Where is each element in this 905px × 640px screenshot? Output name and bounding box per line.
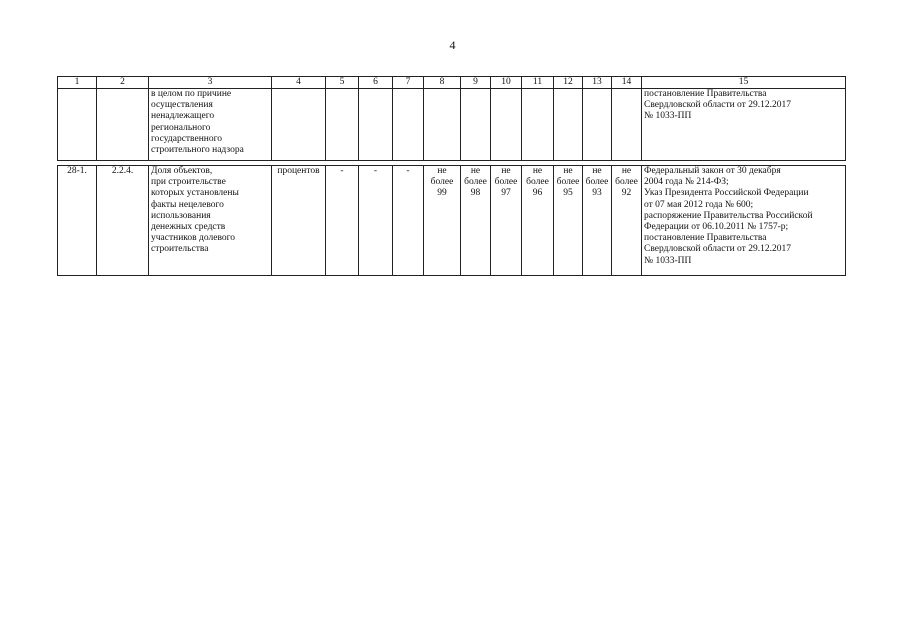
text-line: осуществления bbox=[151, 100, 213, 111]
value-number: 95 bbox=[563, 188, 573, 199]
header-cell: 5 bbox=[326, 77, 359, 89]
page-number: 4 bbox=[449, 38, 456, 52]
value-prefix: не bbox=[437, 166, 447, 176]
text-line: государственного bbox=[151, 133, 223, 144]
cell-value: - bbox=[326, 166, 359, 276]
table-row-28-1 bbox=[58, 166, 846, 276]
value-prefix: более bbox=[494, 177, 518, 188]
header-cell: 7 bbox=[393, 77, 424, 89]
cell-value bbox=[326, 89, 359, 161]
cell-indicator-name bbox=[149, 89, 272, 161]
value-number: 93 bbox=[592, 188, 602, 199]
cell-unit: процентов bbox=[272, 166, 326, 276]
header-cell: 8 bbox=[424, 77, 461, 89]
text-line: Федеральный закон от 30 декабря bbox=[644, 166, 781, 176]
value-number: 99 bbox=[437, 188, 447, 199]
value-prefix: не bbox=[470, 166, 481, 176]
table-row-continued bbox=[58, 89, 846, 161]
cell-value bbox=[612, 166, 642, 276]
text-line: постановление Правительства bbox=[644, 89, 767, 99]
text-line: Свердловской области от 29.12.2017 bbox=[644, 244, 791, 255]
text-line: факты нецелевого bbox=[151, 199, 224, 210]
cell-value bbox=[522, 89, 554, 161]
cell-value bbox=[359, 89, 393, 161]
cell-index bbox=[58, 89, 97, 161]
value-prefix: более bbox=[526, 177, 549, 188]
indicators-table bbox=[57, 76, 846, 276]
cell-value bbox=[424, 89, 461, 161]
value-number: 97 bbox=[501, 188, 511, 199]
cell-index: 28-1. bbox=[58, 166, 97, 276]
text-line: № 1033-ПП bbox=[644, 111, 692, 122]
text-line: участников долевого bbox=[151, 233, 236, 244]
text-line: распоряжение Правительства Российской bbox=[644, 210, 813, 221]
value-prefix: не bbox=[532, 166, 543, 176]
cell-legal-basis bbox=[642, 166, 846, 276]
header-cell: 2 bbox=[97, 77, 149, 89]
text-line: № 1033-ПП bbox=[644, 255, 692, 266]
header-cell: 4 bbox=[272, 77, 326, 89]
cell-code bbox=[97, 89, 149, 161]
text-line: от 07 мая 2012 года № 600; bbox=[644, 199, 754, 210]
text-line: Свердловской области от 29.12.2017 bbox=[644, 100, 791, 111]
cell-value bbox=[583, 89, 612, 161]
value-prefix: более bbox=[615, 177, 638, 188]
table-header-row bbox=[58, 77, 846, 89]
text-line: денежных средств bbox=[151, 222, 226, 233]
text-line: которых установлены bbox=[151, 188, 239, 199]
header-cell: 3 bbox=[149, 77, 272, 89]
value-number: 96 bbox=[532, 188, 543, 199]
value-prefix: не bbox=[501, 166, 511, 176]
cell-value bbox=[491, 166, 522, 276]
header-cell: 13 bbox=[583, 77, 612, 89]
header-cell: 12 bbox=[554, 77, 583, 89]
text-line: при строительстве bbox=[151, 177, 226, 188]
text-line: Указ Президента Российской Федерации bbox=[644, 188, 809, 199]
value-prefix: не bbox=[563, 166, 573, 176]
text-line: регионального bbox=[151, 122, 211, 133]
cell-value bbox=[393, 89, 424, 161]
cell-legal-basis bbox=[642, 89, 846, 161]
cell-value: - bbox=[359, 166, 393, 276]
value-prefix: не bbox=[592, 166, 602, 176]
header-cell: 15 bbox=[642, 77, 846, 89]
text-line: строительного надзора bbox=[151, 145, 244, 156]
text-line: постановление Правительства bbox=[644, 233, 767, 244]
value-prefix: более bbox=[585, 177, 609, 188]
text-line: ненадлежащего bbox=[151, 111, 215, 122]
cell-unit bbox=[272, 89, 326, 161]
cell-value bbox=[554, 89, 583, 161]
value-prefix: более bbox=[464, 177, 487, 188]
cell-value bbox=[583, 166, 612, 276]
cell-value bbox=[424, 166, 461, 276]
cell-value bbox=[461, 89, 491, 161]
text-line: Доля объектов, bbox=[151, 166, 213, 176]
cell-value: - bbox=[393, 166, 424, 276]
value-prefix: более bbox=[556, 177, 580, 188]
text-line: в целом по причине bbox=[151, 89, 232, 99]
value-number: 92 bbox=[621, 188, 632, 199]
cell-value bbox=[461, 166, 491, 276]
text-line: строительства bbox=[151, 244, 209, 255]
cell-value bbox=[554, 166, 583, 276]
header-cell: 1 bbox=[58, 77, 97, 89]
cell-value bbox=[491, 89, 522, 161]
value-number: 98 bbox=[470, 188, 481, 199]
header-cell: 10 bbox=[491, 77, 522, 89]
cell-indicator-name bbox=[149, 166, 272, 276]
header-cell: 6 bbox=[359, 77, 393, 89]
text-line: Федерации от 06.10.2011 № 1757-р; bbox=[644, 222, 789, 233]
value-prefix: не bbox=[621, 166, 632, 176]
text-line: использования bbox=[151, 210, 211, 221]
cell-value bbox=[522, 166, 554, 276]
cell-code: 2.2.4. bbox=[97, 166, 149, 276]
value-prefix: более bbox=[430, 177, 454, 188]
header-cell: 14 bbox=[612, 77, 642, 89]
cell-value bbox=[612, 89, 642, 161]
header-cell: 11 bbox=[522, 77, 554, 89]
header-cell: 9 bbox=[461, 77, 491, 89]
text-line: 2004 года № 214-ФЗ; bbox=[644, 177, 729, 188]
